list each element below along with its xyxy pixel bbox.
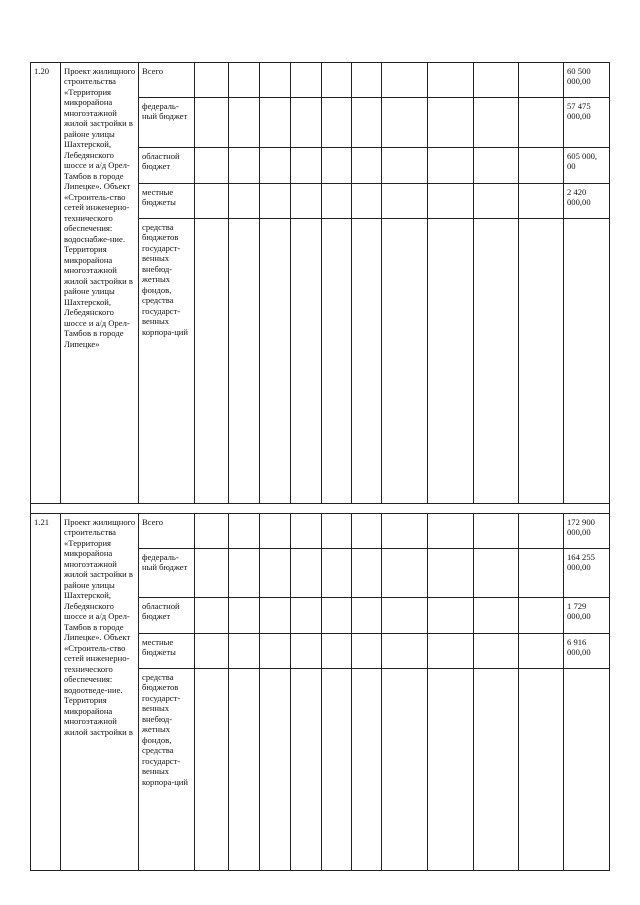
empty-cell — [352, 549, 382, 598]
empty-cell — [352, 98, 382, 148]
empty-cell — [229, 634, 260, 669]
empty-cell — [519, 549, 564, 598]
empty-cell — [428, 598, 474, 634]
empty-cell — [260, 98, 291, 148]
empty-cell — [428, 148, 474, 184]
empty-cell — [428, 514, 474, 549]
empty-cell — [291, 63, 322, 98]
empty-cell — [195, 634, 229, 669]
empty-cell — [428, 634, 474, 669]
funding-source: федераль-ный бюджет — [139, 98, 195, 148]
empty-cell — [352, 634, 382, 669]
empty-cell — [519, 514, 564, 549]
project-description: Проект жилищного строительства «Территория микрорайона многоэтажной жилой застройки в районе улицы Шахтерской, Лебедянского шоссе и а/д Орел-Тамбов в городе Липецке». Объект «Строитель-ство сетей инженерно-технического обеспечения: водоотведе-ние. Территория микрорайона многоэтажной жилой застройки в — [61, 514, 139, 871]
empty-cell — [195, 598, 229, 634]
empty-cell — [229, 148, 260, 184]
empty-cell — [322, 148, 352, 184]
empty-cell — [322, 634, 352, 669]
empty-cell — [382, 184, 428, 219]
empty-cell — [322, 184, 352, 219]
funding-source: федераль-ный бюджет — [139, 549, 195, 598]
empty-cell — [322, 98, 352, 148]
row-number: 1.21 — [31, 514, 61, 871]
funding-source: Всего — [139, 514, 195, 549]
empty-cell — [474, 598, 519, 634]
funding-amount — [564, 219, 610, 504]
funding-amount: 6 916 000,00 — [564, 634, 610, 669]
empty-cell — [229, 549, 260, 598]
empty-cell — [382, 148, 428, 184]
empty-cell — [195, 184, 229, 219]
empty-cell — [322, 219, 352, 504]
empty-cell — [474, 634, 519, 669]
empty-cell — [474, 184, 519, 219]
empty-cell — [519, 148, 564, 184]
empty-cell — [382, 669, 428, 871]
empty-cell — [382, 63, 428, 98]
empty-cell — [291, 598, 322, 634]
empty-cell — [352, 63, 382, 98]
empty-cell — [195, 669, 229, 871]
funding-amount: 57 475 000,00 — [564, 98, 610, 148]
empty-cell — [260, 184, 291, 219]
funding-source: местные бюджеты — [139, 634, 195, 669]
funding-amount: 60 500 000,00 — [564, 63, 610, 98]
empty-cell — [474, 148, 519, 184]
empty-cell — [260, 669, 291, 871]
empty-cell — [260, 148, 291, 184]
empty-cell — [519, 184, 564, 219]
empty-cell — [352, 148, 382, 184]
empty-cell — [474, 98, 519, 148]
row-number: 1.20 — [31, 63, 61, 504]
funding-amount: 164 255 000,00 — [564, 549, 610, 598]
empty-cell — [291, 669, 322, 871]
empty-cell — [229, 98, 260, 148]
table-row — [31, 514, 610, 549]
empty-cell — [195, 148, 229, 184]
empty-cell — [352, 669, 382, 871]
empty-cell — [519, 219, 564, 504]
empty-cell — [195, 549, 229, 598]
empty-cell — [291, 148, 322, 184]
empty-cell — [195, 514, 229, 549]
empty-cell — [260, 598, 291, 634]
empty-cell — [352, 598, 382, 634]
empty-cell — [474, 63, 519, 98]
empty-cell — [474, 514, 519, 549]
empty-cell — [352, 514, 382, 549]
empty-cell — [229, 514, 260, 549]
empty-cell — [229, 184, 260, 219]
funding-source: средства бюджетов государст-венных внебюд-жетных фондов, средства государст-венных корпора-ций — [139, 219, 195, 504]
empty-cell — [519, 634, 564, 669]
empty-cell — [31, 504, 610, 514]
empty-cell — [291, 634, 322, 669]
empty-cell — [519, 669, 564, 871]
empty-cell — [195, 219, 229, 504]
funding-source: Всего — [139, 63, 195, 98]
empty-cell — [195, 63, 229, 98]
empty-cell — [291, 219, 322, 504]
empty-cell — [291, 98, 322, 148]
empty-cell — [322, 514, 352, 549]
funding-amount: 2 420 000,00 — [564, 184, 610, 219]
empty-cell — [519, 98, 564, 148]
table-row — [31, 63, 610, 98]
empty-cell — [322, 63, 352, 98]
empty-cell — [352, 219, 382, 504]
empty-cell — [474, 219, 519, 504]
empty-cell — [322, 549, 352, 598]
empty-cell — [229, 219, 260, 504]
empty-cell — [428, 549, 474, 598]
empty-cell — [260, 634, 291, 669]
project-description: Проект жилищного строительства «Территория микрорайона многоэтажной жилой застройки в районе улицы Шахтерской, Лебедянского шоссе и а/д Орел-Тамбов в городе Липецке». Объект «Строитель-ство сетей инженерно-технического обеспечения: водоснабже-ние. Территория микрорайона многоэтажной жилой застройки в районе улицы Шахтерской, Лебедянского шоссе и а/д Орел-Тамбов в городе Липецке» — [61, 63, 139, 504]
empty-cell — [519, 63, 564, 98]
empty-cell — [291, 184, 322, 219]
empty-cell — [382, 598, 428, 634]
empty-cell — [291, 514, 322, 549]
empty-cell — [428, 184, 474, 219]
funding-amount: 605 000, 00 — [564, 148, 610, 184]
empty-cell — [382, 549, 428, 598]
funding-amount — [564, 669, 610, 871]
empty-cell — [322, 669, 352, 871]
empty-cell — [474, 549, 519, 598]
empty-cell — [260, 63, 291, 98]
funding-source: областной бюджет — [139, 598, 195, 634]
empty-cell — [260, 514, 291, 549]
empty-cell — [519, 598, 564, 634]
empty-cell — [260, 549, 291, 598]
empty-cell — [195, 98, 229, 148]
empty-cell — [229, 63, 260, 98]
empty-cell — [291, 549, 322, 598]
row-separator — [31, 504, 610, 514]
funding-amount: 172 900 000,00 — [564, 514, 610, 549]
empty-cell — [382, 219, 428, 504]
empty-cell — [229, 598, 260, 634]
budget-table — [30, 62, 610, 871]
empty-cell — [428, 669, 474, 871]
empty-cell — [260, 219, 291, 504]
empty-cell — [229, 669, 260, 871]
funding-source: областной бюджет — [139, 148, 195, 184]
funding-source: средства бюджетов государст-венных внебюд-жетных фондов, средства государст-венных корпора-ций — [139, 669, 195, 871]
empty-cell — [382, 634, 428, 669]
funding-source: местные бюджеты — [139, 184, 195, 219]
empty-cell — [382, 98, 428, 148]
empty-cell — [352, 184, 382, 219]
empty-cell — [474, 669, 519, 871]
empty-cell — [382, 514, 428, 549]
empty-cell — [428, 98, 474, 148]
empty-cell — [428, 219, 474, 504]
empty-cell — [428, 63, 474, 98]
funding-amount: 1 729 000,00 — [564, 598, 610, 634]
empty-cell — [322, 598, 352, 634]
